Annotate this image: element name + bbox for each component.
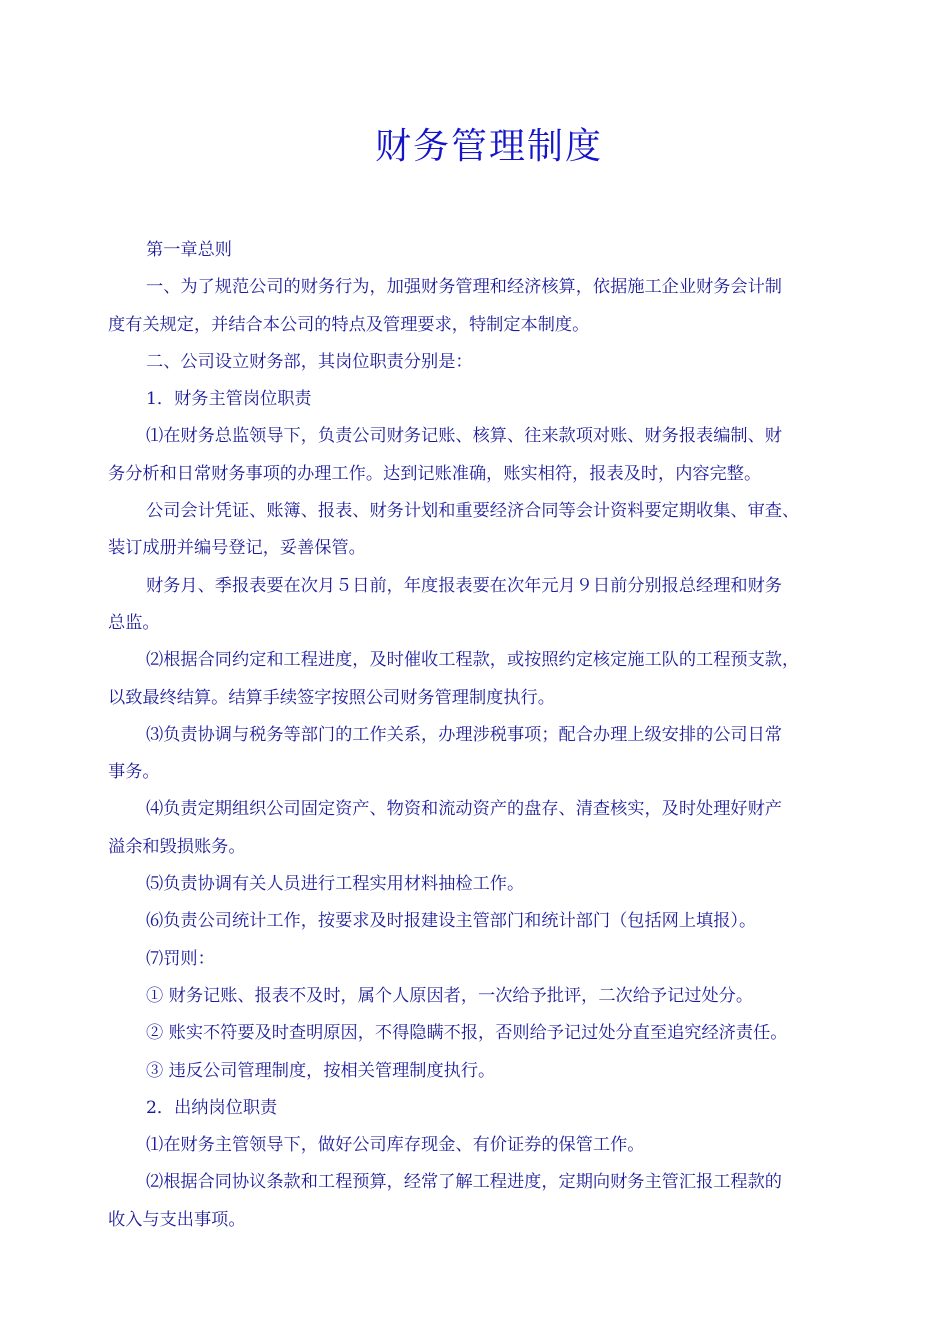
text-line: 一、为了规范公司的财务行为，加强财务管理和经济核算，依据施工企业财务会计制	[146, 277, 782, 298]
text-line: 收入与支出事项。	[108, 1209, 246, 1230]
text-line: ⑷负责定期组织公司固定资产、物资和流动资产的盘存、清查核实，及时处理好财产	[146, 799, 782, 820]
text-line: 总监。	[108, 612, 160, 633]
text-line: 财务月、季报表要在次月５日前，年度报表要在次年元月９日前分别报总经理和财务	[146, 575, 782, 596]
text-line: 事务。	[108, 762, 160, 783]
text-line: 2．出纳岗位职责	[146, 1097, 278, 1118]
document-title: 财务管理制度	[374, 126, 603, 167]
text-line: ⑵根据合同协议条款和工程预算，经常了解工程进度，定期向财务主管汇报工程款的	[146, 1172, 782, 1193]
text-line: ① 财务记账、报表不及时，属个人原因者，一次给予批评，二次给予记过处分。	[146, 985, 754, 1006]
text-line: 度有关规定，并结合本公司的特点及管理要求，特制定本制度。	[108, 314, 590, 335]
text-line: ② 账实不符要及时查明原因，不得隐瞒不报，否则给予记过处分直至追究经济责任。	[146, 1023, 788, 1044]
document-body	[108, 232, 864, 1239]
text-line: 1．财务主管岗位职责	[146, 389, 312, 410]
text-line: 溢余和毁损账务。	[108, 836, 246, 857]
text-line: ⑵根据合同约定和工程进度，及时催收工程款，或按照约定核定施工队的工程预支款，	[146, 650, 800, 671]
text-line: ⑴在财务主管领导下，做好公司库存现金、有价证券的保管工作。	[146, 1135, 645, 1156]
text-line: 二、公司设立财务部，其岗位职责分别是：	[146, 351, 473, 372]
text-line: ③ 违反公司管理制度，按相关管理制度执行。	[146, 1060, 496, 1081]
text-line: 装订成册并编号登记，妥善保管。	[108, 538, 366, 559]
text-line: 以致最终结算。结算手续签字按照公司财务管理制度执行。	[108, 687, 555, 708]
text-line: ⑹负责公司统计工作，按要求及时报建设主管部门和统计部门（包括网上填报）。	[146, 911, 757, 932]
text-line: ⑶负责协调与税务等部门的工作关系，办理涉税事项；配合办理上级安排的公司日常	[146, 724, 782, 745]
text-line: ⑺罚则：	[146, 948, 215, 969]
text-line: ⑴在财务总监领导下，负责公司财务记账、核算、往来款项对账、财务报表编制、财	[146, 426, 782, 447]
text-line: ⑸负责协调有关人员进行工程实用材料抽检工作。	[146, 874, 525, 895]
text-line: 公司会计凭证、账簿、报表、财务计划和重要经济合同等会计资料要定期收集、审查、	[146, 501, 800, 522]
text-line: 务分析和日常财务事项的办理工作。达到记账准确，账实相符，报表及时，内容完整。	[108, 463, 762, 484]
text-line: 第一章总则	[146, 240, 232, 260]
